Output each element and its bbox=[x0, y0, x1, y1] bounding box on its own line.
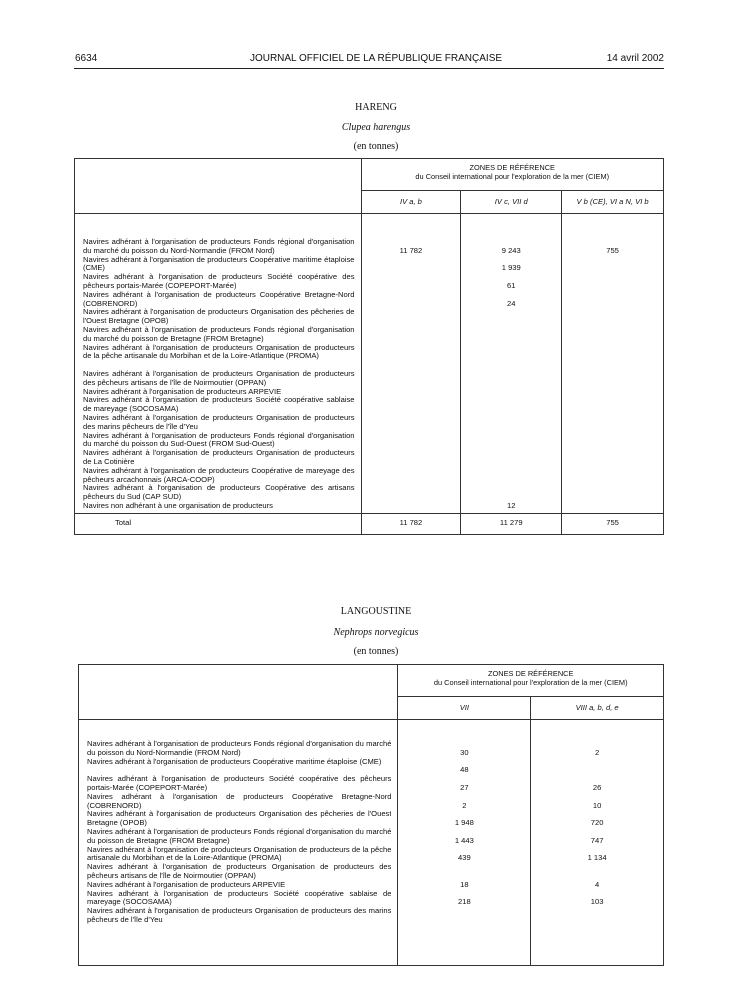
hareng-total-label: Total bbox=[115, 519, 132, 528]
langoustine-zones-line1: ZONES DE RÉFÉRENCE bbox=[488, 669, 574, 678]
cell-value bbox=[398, 907, 530, 925]
cell-value bbox=[531, 907, 663, 925]
cell-value bbox=[461, 344, 561, 370]
cell-value bbox=[362, 396, 461, 414]
cell-value bbox=[461, 414, 561, 432]
hareng-total-row bbox=[75, 513, 664, 534]
cell-value bbox=[362, 344, 461, 370]
cell-value bbox=[362, 256, 461, 274]
cell-value bbox=[562, 414, 663, 432]
cell-value bbox=[461, 484, 561, 502]
cell-value bbox=[531, 863, 663, 881]
cell-value: 2 bbox=[462, 800, 467, 810]
hareng-col-header: IV a, b bbox=[361, 191, 461, 214]
cell-value: 27 bbox=[460, 782, 469, 792]
cell-value: 61 bbox=[507, 280, 516, 290]
cell-value bbox=[562, 308, 663, 326]
cell-value bbox=[562, 388, 663, 397]
cell-value bbox=[362, 273, 461, 291]
hareng-zones-line2: du Conseil international pour l'exploration de la mer (CIEM) bbox=[415, 171, 610, 181]
cell-value bbox=[461, 308, 561, 326]
cell-value bbox=[562, 396, 663, 414]
row-label: Navires adhérant à l'organisation de producteurs Coopérative Bretagne-Nord (COBRENORD) bbox=[83, 290, 355, 308]
cell-value bbox=[461, 326, 561, 344]
cell-value bbox=[562, 432, 663, 450]
row-label: Navires adhérant à l'organisation de producteurs Fonds régional d'organisation du marché du poisson du Nord-Normandie (FROM Nord) bbox=[83, 238, 355, 255]
cell-value bbox=[562, 467, 663, 485]
row-label: Navires adhérant à l'organisation de producteurs Société coopérative des pêcheurs portais-Marée (COPEPORT-Marée) bbox=[83, 273, 355, 290]
cell-value: 11 782 bbox=[399, 245, 423, 255]
cell-value bbox=[362, 291, 461, 309]
cell-value bbox=[461, 449, 561, 467]
langoustine-values-column bbox=[531, 720, 664, 966]
hareng-values-column bbox=[461, 214, 562, 514]
row-label: Navires adhérant à l'organisation de producteurs Organisation des pêcheries de l'Ouest Bretagne (OPOB) bbox=[83, 308, 355, 326]
cell-value bbox=[562, 326, 663, 344]
row-label: Navires adhérant à l'organisation de producteurs Coopérative des artisans pêcheurs du Sud (CAP SUD) bbox=[83, 484, 355, 502]
cell-value bbox=[362, 502, 461, 511]
hareng-zones-header bbox=[361, 159, 663, 191]
langoustine-col-header: VIII a, b, d, e bbox=[531, 697, 664, 720]
cell-value: 9 243 bbox=[501, 245, 521, 255]
hareng-total-label-cell bbox=[75, 513, 362, 534]
cell-value: 26 bbox=[592, 782, 602, 792]
page-number: 6634 bbox=[75, 53, 98, 64]
cell-value bbox=[461, 432, 561, 450]
journal-title: JOURNAL OFFICIEL DE LA RÉPUBLIQUE FRANÇAISE bbox=[249, 53, 503, 64]
row-label: Navires adhérant à l'organisation de producteurs Organisation de producteurs des marins pêcheurs de l'île d'Yeu bbox=[87, 907, 392, 924]
row-label: Navires adhérant à l'organisation de producteurs Coopérative Bretagne-Nord (COBRENORD) bbox=[87, 792, 392, 810]
cell-value bbox=[362, 388, 461, 397]
cell-value bbox=[362, 308, 461, 326]
cell-value bbox=[562, 291, 663, 309]
cell-value bbox=[562, 273, 663, 291]
cell-value: 747 bbox=[590, 835, 604, 845]
cell-value bbox=[362, 484, 461, 502]
cell-value bbox=[562, 449, 663, 467]
cell-value bbox=[362, 467, 461, 485]
hareng-zones-line1: ZONES DE RÉFÉRENCE bbox=[469, 163, 555, 172]
cell-value: 30 bbox=[460, 747, 469, 757]
row-label: Navires adhérant à l'organisation de producteurs Coopérative maritime étaploise (CME) bbox=[83, 255, 355, 273]
cell-value: 10 bbox=[592, 800, 602, 810]
cell-value bbox=[362, 414, 461, 432]
row-label: Navires adhérant à l'organisation de producteurs ARPEVIE bbox=[83, 387, 282, 396]
row-label: Navires adhérant à l'organisation de producteurs Société coopérative sablaise de mareyage (SOCOSAMA) bbox=[83, 396, 355, 414]
hareng-total-value: 11 782 bbox=[361, 513, 461, 534]
langoustine-latin-name: Nephrops norvegicus bbox=[333, 627, 419, 638]
row-label: Navires adhérant à l'organisation de producteurs Fonds régional d'organisation du marché du poisson de Bretagne (FROM Bretagne) bbox=[83, 325, 355, 343]
row-label: Navires adhérant à l'organisation de producteurs Organisation des pêcheries de l'Ouest Bretagne (OPOB) bbox=[87, 810, 392, 828]
row-label: Navires non adhérant à une organisation de producteurs bbox=[83, 501, 273, 510]
issue-date: 14 avril 2002 bbox=[606, 53, 664, 64]
langoustine-body bbox=[79, 720, 664, 966]
hareng-col-header: V b (CE), VI a N, VI b bbox=[562, 191, 664, 214]
row-label: Navires adhérant à l'organisation de producteurs Société coopérative sablaise de mareyage (SOCOSAMA) bbox=[87, 889, 392, 907]
langoustine-table bbox=[78, 664, 664, 966]
cell-value bbox=[461, 396, 561, 414]
row-label: Navires adhérant à l'organisation de producteurs ARPEVIE bbox=[87, 880, 286, 889]
cell-value: 4 bbox=[594, 879, 600, 889]
hareng-body bbox=[75, 214, 664, 514]
langoustine-zones-header bbox=[398, 665, 664, 697]
cell-value: 218 bbox=[458, 897, 471, 907]
cell-value: 439 bbox=[458, 853, 471, 863]
hareng-table bbox=[74, 158, 664, 535]
cell-value bbox=[362, 432, 461, 450]
langoustine-corner-cell bbox=[79, 665, 398, 720]
cell-value: 18 bbox=[460, 879, 469, 889]
hareng-labels-column bbox=[75, 214, 362, 514]
cell-value: 24 bbox=[507, 298, 516, 308]
header-rule bbox=[74, 68, 664, 69]
row-label: Navires adhérant à l'organisation de producteurs Fonds régional d'organisation du marché du poisson du Nord-Normandie (FROM Nord) bbox=[87, 740, 392, 757]
cell-value: 12 bbox=[507, 500, 516, 510]
row-label: Navires adhérant à l'organisation de producteurs Organisation de producteurs des pêcheurs artisans de l'île de Noirmoutier (OPPAN) bbox=[83, 369, 355, 387]
row-label: Navires adhérant à l'organisation de producteurs Coopérative de mareyage des pêcheurs arcachonnais (ARCA-COOP) bbox=[83, 466, 355, 484]
hareng-values-column bbox=[361, 214, 461, 514]
hareng-unit: (en tonnes) bbox=[353, 141, 399, 152]
cell-value bbox=[562, 484, 663, 502]
row-label: Navires adhérant à l'organisation de producteurs Organisation de producteurs des pêcheurs artisans de l'île de Noirmoutier (OPPAN) bbox=[87, 863, 392, 880]
langoustine-title: LANGOUSTINE bbox=[340, 606, 412, 617]
langoustine-unit: (en tonnes) bbox=[353, 646, 399, 657]
cell-value: 2 bbox=[594, 747, 600, 757]
langoustine-values-column bbox=[398, 720, 531, 966]
hareng-title: HARENG bbox=[355, 102, 397, 113]
cell-value bbox=[362, 449, 461, 467]
cell-value bbox=[461, 370, 561, 388]
hareng-col-header: IV c, VII d bbox=[461, 191, 562, 214]
langoustine-zones-line2: du Conseil international pour l'exploration de la mer (CIEM) bbox=[433, 677, 628, 687]
langoustine-labels-column bbox=[79, 720, 398, 966]
langoustine-col-header: VII bbox=[398, 697, 531, 720]
row-label: Navires adhérant à l'organisation de producteurs Fonds régional d'organisation du marché du poisson de Bretagne (FROM Bretagne) bbox=[87, 827, 392, 845]
cell-value: 1 443 bbox=[454, 835, 474, 845]
cell-value: 720 bbox=[590, 818, 604, 828]
row-label: Navires adhérant à l'organisation de producteurs Société coopérative des pêcheurs portais-Marée (COPEPORT-Marée) bbox=[87, 775, 392, 792]
hareng-corner-cell bbox=[75, 159, 362, 214]
cell-value: 103 bbox=[590, 897, 604, 907]
cell-value bbox=[362, 370, 461, 388]
cell-value: 755 bbox=[606, 245, 619, 255]
cell-value bbox=[562, 344, 663, 370]
cell-value: 48 bbox=[460, 765, 469, 775]
hareng-total-value: 755 bbox=[562, 513, 664, 534]
cell-value bbox=[398, 863, 530, 881]
cell-value bbox=[562, 370, 663, 388]
row-label: Navires adhérant à l'organisation de producteurs Fonds régional d'organisation du marché du poisson du Sud-Ouest (FROM Sud-Ouest) bbox=[83, 431, 355, 449]
row-label: Navires adhérant à l'organisation de producteurs Organisation de producteurs de la pêche artisanale du Morbihan et de la Loire-Atlantique (PROMA) bbox=[87, 845, 392, 863]
cell-value: 1 134 bbox=[587, 853, 607, 863]
cell-value bbox=[562, 256, 663, 274]
hareng-total-value: 11 279 bbox=[461, 513, 562, 534]
hareng-values-column bbox=[562, 214, 664, 514]
cell-value bbox=[362, 326, 461, 344]
cell-value bbox=[531, 758, 663, 776]
cell-value bbox=[461, 388, 561, 397]
cell-value: 1 948 bbox=[454, 818, 474, 828]
row-label: Navires adhérant à l'organisation de producteurs Organisation de producteurs de La Cotinière bbox=[83, 449, 355, 466]
cell-value bbox=[461, 467, 561, 485]
cell-value bbox=[562, 502, 663, 511]
row-label: Navires adhérant à l'organisation de producteurs Coopérative maritime étaploise (CME) bbox=[87, 757, 382, 766]
row-label: Navires adhérant à l'organisation de producteurs Organisation de producteurs de la pêche artisanale du Morbihan et de la Loire-Atlantique (PROMA) bbox=[83, 343, 355, 361]
row-label: Navires adhérant à l'organisation de producteurs Organisation de producteurs des marins pêcheurs de l'île d'Yeu bbox=[83, 413, 355, 431]
cell-value: 1 939 bbox=[501, 263, 521, 273]
hareng-latin-name: Clupea harengus bbox=[341, 122, 411, 133]
